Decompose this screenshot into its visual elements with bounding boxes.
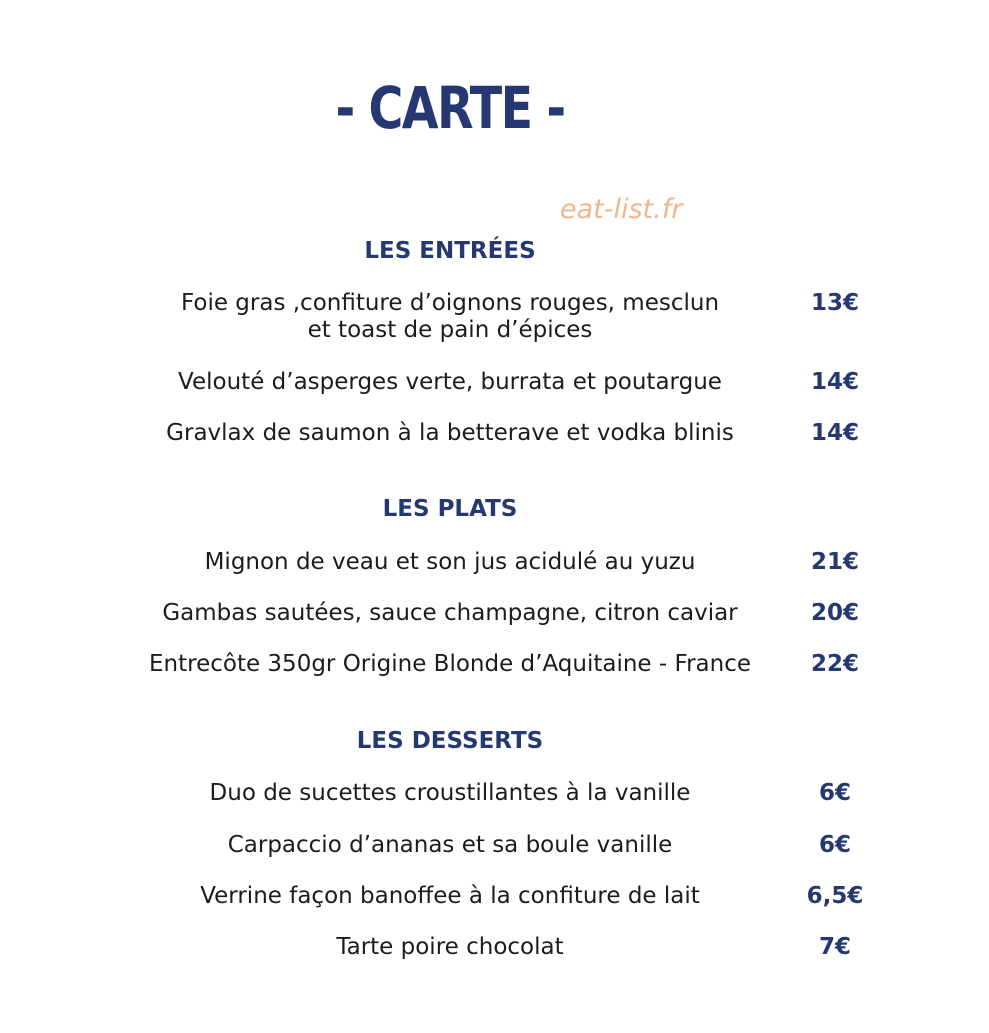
- menu-item-price: 6,5€: [806, 883, 864, 909]
- menu-item-price: 7€: [818, 934, 851, 960]
- menu-item-name: Mignon de veau et son jus acidulé au yuzu: [204, 549, 696, 575]
- menu-item-name: Gambas sautées, sauce champagne, citron caviar: [162, 600, 738, 626]
- menu-item-price: 22€: [810, 651, 859, 677]
- menu-item-price: 14€: [810, 369, 859, 395]
- menu-item-price: 14€: [810, 420, 859, 446]
- menu-item-name: Entrecôte 350gr Origine Blonde d’Aquitaine - France: [149, 651, 751, 677]
- menu-item-price: 21€: [810, 549, 859, 575]
- menu-item-name: Foie gras ,confiture d’oignons rouges, mesclun et toast de pain d’épices: [180, 290, 720, 343]
- section-title-entrees: LES ENTRÉES: [364, 238, 536, 264]
- section-title-desserts: LES DESSERTS: [356, 728, 544, 754]
- menu-item-price: 6€: [818, 832, 851, 858]
- menu-item-name: Tarte poire chocolat: [336, 934, 564, 960]
- watermark: eat-list.fr: [560, 194, 683, 225]
- section-title-plats: LES PLATS: [382, 496, 518, 522]
- menu-title: - CARTE -: [335, 74, 565, 142]
- menu-item-name: Carpaccio d’ananas et sa boule vanille: [227, 832, 673, 858]
- menu-item-price: 6€: [818, 780, 851, 806]
- menu-item-name: Velouté d’asperges verte, burrata et poutargue: [178, 369, 722, 395]
- menu-item-name: Gravlax de saumon à la betterave et vodka blinis: [166, 420, 734, 446]
- menu-item-price: 13€: [810, 290, 859, 316]
- menu-item-name: Verrine façon banoffee à la confiture de lait: [200, 883, 700, 909]
- menu-item-name: Duo de sucettes croustillantes à la vanille: [209, 780, 691, 806]
- menu-item-price: 20€: [810, 600, 859, 626]
